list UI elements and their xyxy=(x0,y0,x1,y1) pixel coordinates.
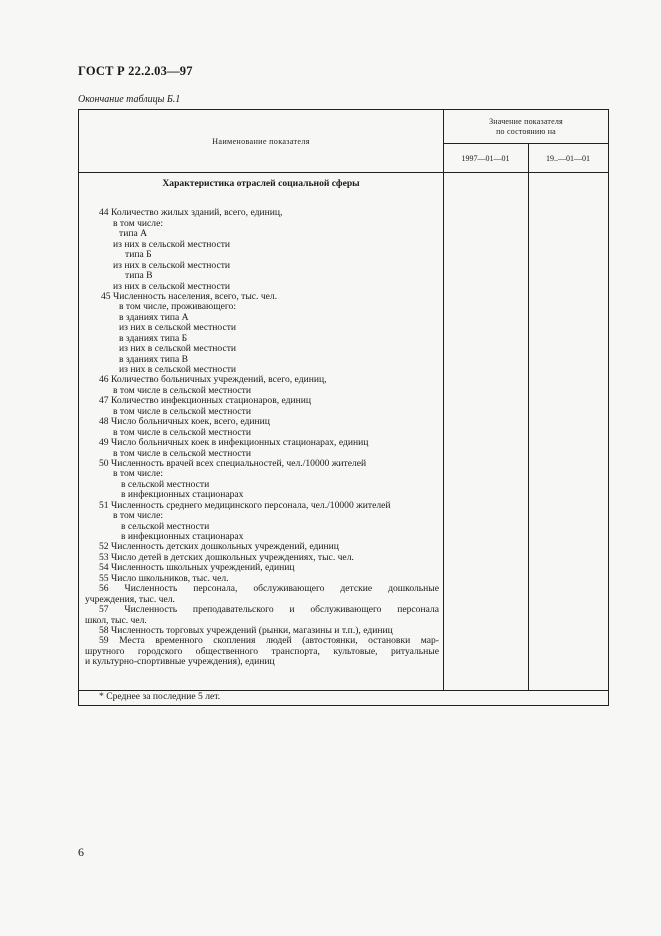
column-header-1997: 1997—01—01 xyxy=(461,153,510,163)
column-header-19xx: 19..—01—01 xyxy=(546,153,590,163)
indicator-row: из них в сельской местности xyxy=(113,280,231,292)
table-caption: Окончание таблицы Б.1 xyxy=(78,94,181,105)
column-header-value-group xyxy=(443,110,609,143)
indicator-row: 59 Места временного скопления людей (автостоянки, остановки мар- xyxy=(99,636,439,647)
value-group-line1: Значение показателя xyxy=(489,116,563,126)
header-bottom-border xyxy=(79,172,608,173)
indicator-row: в инфекционных стационарах xyxy=(121,531,244,542)
indicator-row: 58 Численность торговых учреждений (рынки, магазины и т.п.), единиц xyxy=(99,624,393,636)
page-number: 6 xyxy=(78,845,84,859)
indicator-row: в том числе: xyxy=(113,217,164,229)
indicator-row: в том числе: xyxy=(113,510,164,522)
indicator-row: в зданиях типа Б xyxy=(119,332,188,344)
indicator-row: 55 Число школьников, тыс. чел. xyxy=(99,572,229,584)
indicator-row: 54 Численность школьных учреждений, единиц xyxy=(99,562,295,574)
indicator-row: и культурно-спортивные учреждения), единиц xyxy=(85,656,275,668)
indicator-list xyxy=(85,198,439,668)
indicator-row: в том числе в сельской местности xyxy=(113,447,251,459)
table-footnote: * Среднее за последние 5 лет. xyxy=(99,691,221,702)
indicator-row: типа Б xyxy=(125,249,152,261)
indicator-row: в том числе в сельской местности xyxy=(113,405,251,417)
indicator-row: в том числе в сельской местности xyxy=(113,384,251,396)
indicator-row: типа А xyxy=(119,228,148,240)
indicator-row: 57 Численность преподавательского и обслуживающего персонала xyxy=(99,605,439,616)
column-divider-dates xyxy=(528,144,529,691)
indicator-row: в том числе: xyxy=(113,468,164,480)
indicator-row: из них в сельской местности xyxy=(113,259,231,271)
indicator-row: 47 Количество инфекционных стационаров, единиц xyxy=(99,395,312,407)
indicator-row: в сельской местности xyxy=(121,520,210,532)
indicator-row: в том числе в сельской местности xyxy=(113,426,251,438)
indicator-row: из них в сельской местности xyxy=(119,364,237,375)
indicator-table xyxy=(78,109,609,706)
indicator-row: 49 Число больничных коек в инфекционных стационарах, единиц xyxy=(99,437,369,449)
indicator-row: в том числе, проживающего: xyxy=(119,301,237,313)
column-divider-name xyxy=(443,110,444,691)
indicator-row: 50 Численность врачей всех специальностей, чел./10000 жителей xyxy=(99,457,367,469)
indicator-row: в инфекционных стационарах xyxy=(121,489,244,501)
indicator-row: школ, тыс. чел. xyxy=(85,614,147,626)
indicator-row: в сельской местности xyxy=(121,478,210,490)
indicator-row: 52 Численность детских дошкольных учреждений, единиц xyxy=(99,541,339,553)
indicator-row: в зданиях типа А xyxy=(119,311,189,323)
indicator-row: из них в сельской местности xyxy=(113,238,231,250)
indicator-row: 46 Количество больничных учреждений, всего, единиц, xyxy=(99,374,327,386)
indicator-row: в зданиях типа В xyxy=(119,353,189,365)
indicator-row: 51 Численность среднего медицинского персонала, чел./10000 жителей xyxy=(99,499,391,511)
value-group-line2: по состоянию на xyxy=(496,126,556,136)
indicator-row: 44 Количество жилых зданий, всего, единиц, xyxy=(99,207,283,219)
indicator-row: типа В xyxy=(125,270,153,282)
indicator-row: 45 Численность населения, всего, тыс. чел. xyxy=(101,290,278,302)
indicator-row: 53 Число детей в детских дошкольных учреждениях, тыс. чел. xyxy=(99,551,354,563)
indicator-row: из них в сельской местности xyxy=(119,343,237,355)
indicator-row: шрутного городского общественного транспорта, культовые, ритуальные xyxy=(85,646,439,657)
indicator-row: из них в сельской местности xyxy=(119,322,237,334)
section-title: Характеристика отраслей социальной сферы xyxy=(162,178,360,189)
indicator-row: учреждения, тыс. чел. xyxy=(85,593,175,605)
column-header-indicator-name: Наименование показателя xyxy=(212,136,310,146)
indicator-row: 48 Число больничных коек, всего, единиц xyxy=(99,416,270,428)
indicator-row: 56 Численность персонала, обслуживающего детские дошкольные xyxy=(99,584,439,595)
document-code: ГОСТ Р 22.2.03—97 xyxy=(78,64,193,78)
